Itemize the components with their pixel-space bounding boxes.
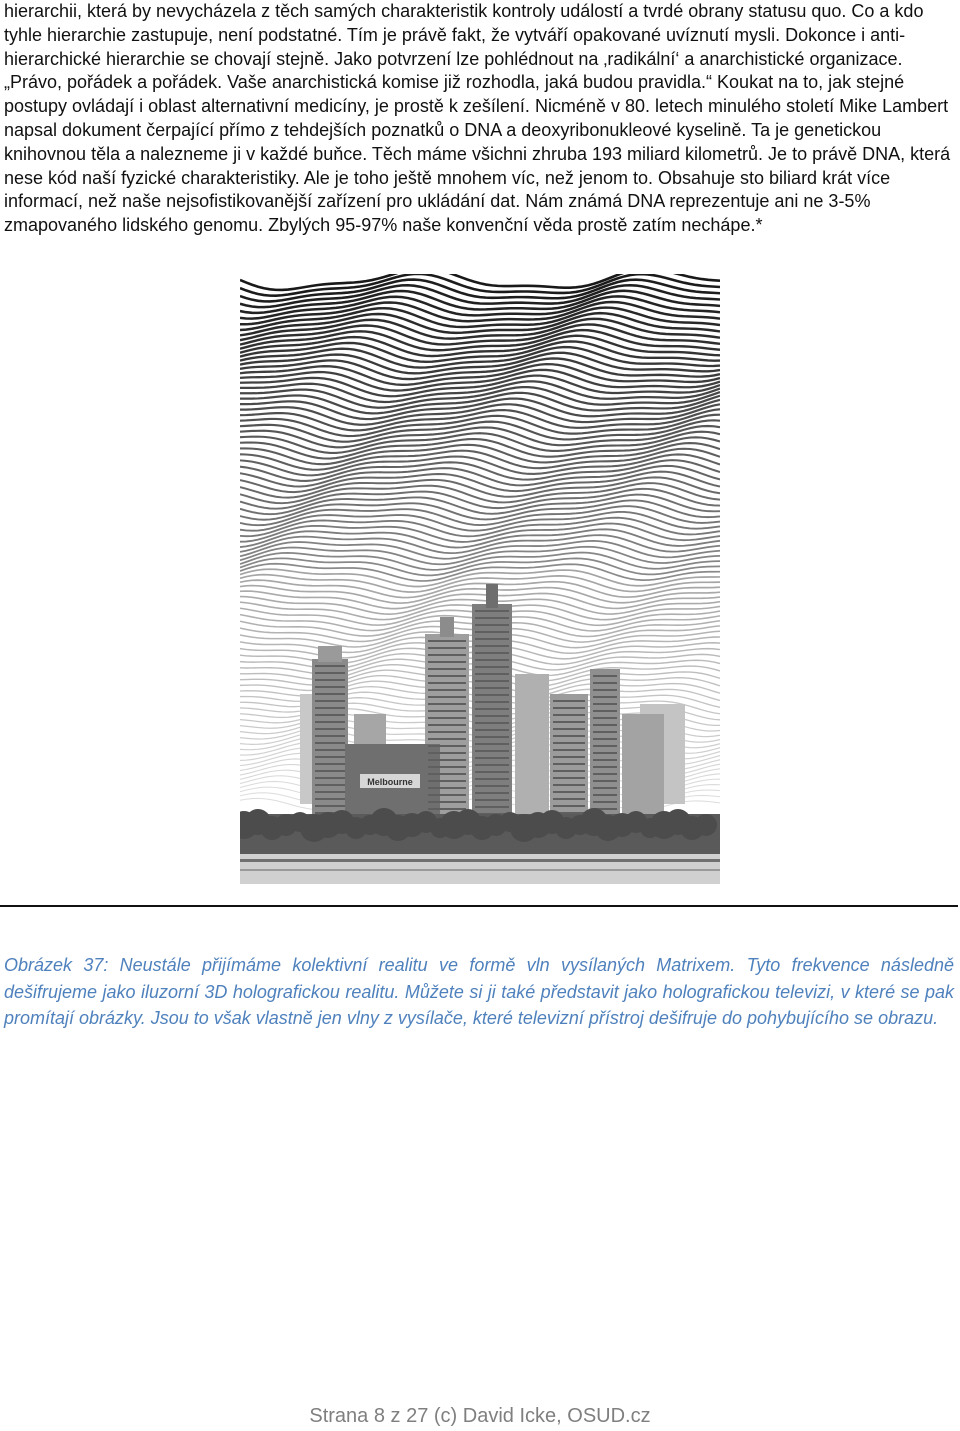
window-stripe (475, 673, 509, 675)
window-stripe (428, 752, 466, 754)
figure-caption: Obrázek 37: Neustále přijímáme kolektivní realitu ve formě vln vysílaných Matrixem. Tyto frekvence následně dešifrujeme jako iluzorní 3D holografickou realitu. Můžete si ji také představit jako holografickou televizi, v které se pak promítají obrázky. Jsou to však vlastně jen vlny z vysílače, které televizní přístroj dešifruje do pohybujícího se obrazu. (4, 955, 954, 1028)
window-stripe (475, 764, 509, 766)
window-stripe (475, 757, 509, 759)
window-stripe (475, 806, 509, 808)
window-stripe (475, 687, 509, 689)
window-stripe (593, 801, 617, 803)
window-stripe (315, 693, 345, 695)
window-stripe (315, 672, 345, 674)
tree (695, 814, 717, 836)
city-skyline (240, 584, 720, 884)
window-stripe (315, 798, 345, 800)
window-stripe (428, 689, 466, 691)
window-stripe (315, 756, 345, 758)
window-stripe (553, 770, 585, 772)
window-stripe (593, 773, 617, 775)
window-stripe (553, 777, 585, 779)
window-stripe (315, 805, 345, 807)
window-stripe (475, 617, 509, 619)
window-stripe (475, 722, 509, 724)
window-stripe (475, 799, 509, 801)
window-stripe (315, 728, 345, 730)
window-stripe (315, 679, 345, 681)
window-stripe (553, 791, 585, 793)
window-stripe (475, 729, 509, 731)
building-sign: Melbourne (367, 777, 413, 787)
window-stripe (593, 752, 617, 754)
window-stripe (315, 686, 345, 688)
window-stripe (428, 668, 466, 670)
window-stripe (315, 763, 345, 765)
window-stripe (475, 610, 509, 612)
window-stripe (428, 703, 466, 705)
window-stripe (593, 682, 617, 684)
window-stripe (553, 749, 585, 751)
window-stripe (315, 770, 345, 772)
window-stripe (428, 647, 466, 649)
window-stripe (428, 766, 466, 768)
window-stripe (593, 731, 617, 733)
window-stripe (428, 787, 466, 789)
window-stripe (315, 784, 345, 786)
window-stripe (593, 724, 617, 726)
wave-line (240, 518, 720, 537)
window-stripe (428, 738, 466, 740)
window-stripe (553, 714, 585, 716)
window-stripe (553, 707, 585, 709)
window-stripe (428, 675, 466, 677)
wave-line (240, 319, 720, 340)
wave-line (240, 308, 720, 330)
window-stripe (553, 700, 585, 702)
window-stripe (593, 703, 617, 705)
window-stripe (475, 631, 509, 633)
window-stripe (315, 742, 345, 744)
window-stripe (475, 694, 509, 696)
window-stripe (475, 771, 509, 773)
window-stripe (315, 749, 345, 751)
wavy-city-figure (240, 274, 720, 884)
window-stripe (428, 710, 466, 712)
window-stripe (315, 665, 345, 667)
window-stripe (475, 736, 509, 738)
window-stripe (593, 710, 617, 712)
window-stripe (428, 808, 466, 810)
window-stripe (475, 708, 509, 710)
window-stripe (428, 640, 466, 642)
window-stripe (428, 724, 466, 726)
window-stripe (553, 763, 585, 765)
window-stripe (315, 707, 345, 709)
window-stripe (593, 689, 617, 691)
window-stripe (428, 654, 466, 656)
window-stripe (315, 735, 345, 737)
window-stripe (475, 743, 509, 745)
window-stripe (593, 780, 617, 782)
window-stripe (428, 661, 466, 663)
wavy-lines-city-skyline-image (240, 274, 720, 884)
window-stripe (475, 645, 509, 647)
window-stripe (475, 666, 509, 668)
window-stripe (553, 721, 585, 723)
window-stripe (553, 784, 585, 786)
window-stripe (475, 785, 509, 787)
window-stripe (593, 696, 617, 698)
window-stripe (428, 717, 466, 719)
window-stripe (475, 638, 509, 640)
window-stripe (553, 742, 585, 744)
window-stripe (593, 717, 617, 719)
window-stripe (475, 715, 509, 717)
window-stripe (428, 794, 466, 796)
window-stripe (315, 791, 345, 793)
window-stripe (593, 738, 617, 740)
window-stripe (553, 798, 585, 800)
window-stripe (593, 787, 617, 789)
window-stripe (428, 745, 466, 747)
window-stripe (428, 801, 466, 803)
window-stripe (428, 696, 466, 698)
window-stripe (593, 675, 617, 677)
window-stripe (593, 745, 617, 747)
window-stripe (428, 773, 466, 775)
window-stripe (553, 735, 585, 737)
window-stripe (593, 759, 617, 761)
window-stripe (475, 750, 509, 752)
window-stripe (553, 756, 585, 758)
page-footer: Strana 8 z 27 (c) David Icke, OSUD.cz (309, 1405, 651, 1427)
window-stripe (428, 780, 466, 782)
window-stripe (475, 778, 509, 780)
window-stripe (315, 721, 345, 723)
window-stripe (475, 624, 509, 626)
window-stripe (593, 794, 617, 796)
wave-line (240, 324, 720, 344)
divider-rule (0, 905, 958, 907)
window-stripe (553, 805, 585, 807)
window-stripe (315, 700, 345, 702)
body-paragraph: hierarchii, která by nevycházela z těch samých charakteristik kontroly událostí a tvrdé obrany statusu quo. Co a kdo tyhle hierarchie zastupuje, není podstatné. Tím je právě fakt, že vytváří opakované uvíznutí mysli. Dokonce i anti-hierarchické hierarchie se chovají stejně. Jako potvrzení lze pohlédnout na ‚radikální‘ a anarchistické organizace. „Právo, pořádek a pořádek. Vaše anarchistická komise již rozhodla, jaká budou pravidla.“ Koukat na to, jak stejné postupy ovládají i oblast alternativní medicíny, je prostě k zešílení. Nicméně v 80. letech minulého století Mike Lambert napsal dokument čerpající přímo z tehdejších poznatků o DNA a deoxyribonukleové kyselině. Ta je genetickou knihovnou těla a nalezneme ji v každé buňce. Těch máme všichni zhruba 193 miliard kilometrů. Je to právě DNA, která nese kód naší fyzické charakteristiky. Ale je toho ještě mnohem víc, než jenom to. Obsahuje sto biliard krát více informací, než naše nejsofistikovanější zařízení pro ukládání dat. Nám známá DNA reprezentuje ani ne 3-5% zmapovaného lidského genomu. Zbylých 95-97% naše konvenční věda prostě zatím nechápe.* (4, 1, 951, 236)
window-stripe (553, 728, 585, 730)
window-stripe (428, 731, 466, 733)
window-stripe (593, 766, 617, 768)
window-stripe (428, 682, 466, 684)
window-stripe (475, 659, 509, 661)
window-stripe (475, 652, 509, 654)
window-stripe (428, 759, 466, 761)
window-stripe (475, 792, 509, 794)
window-stripe (315, 777, 345, 779)
window-stripe (475, 680, 509, 682)
window-stripe (315, 714, 345, 716)
window-stripe (475, 701, 509, 703)
